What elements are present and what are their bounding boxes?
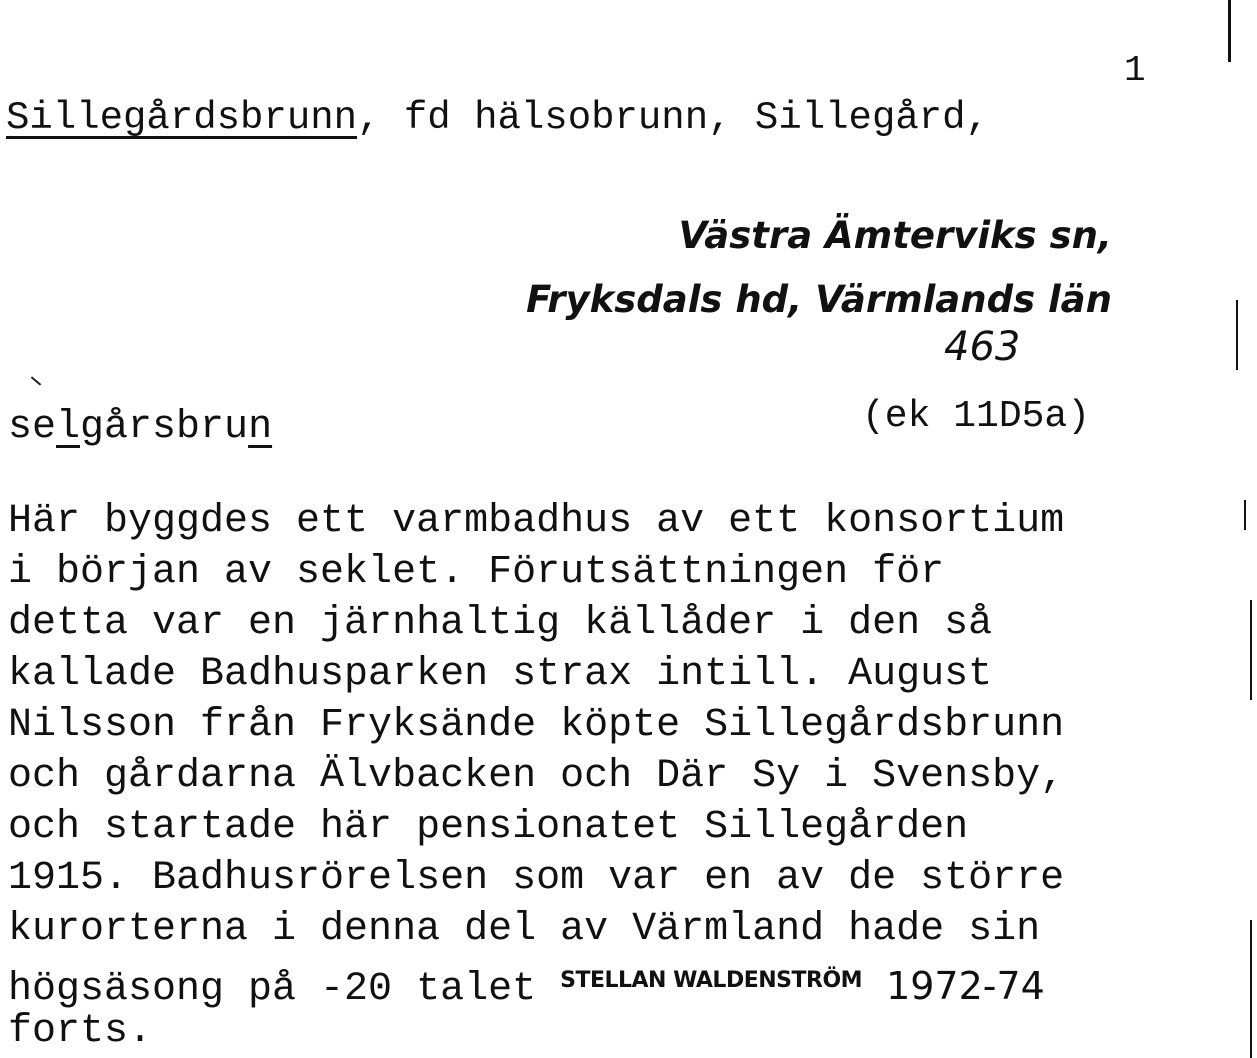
place-name: Sillegårdsbrunn <box>6 96 358 140</box>
title-line <box>6 96 989 140</box>
body-line <box>8 955 1223 1012</box>
body-line: detta var en järnhaltig källåder i den så <box>8 601 993 646</box>
author-years: 1972-74 <box>886 964 1045 1008</box>
edge-mark <box>1228 0 1231 62</box>
body-line: Nilsson från Fryksände köpte Sillegårdsbrunn <box>8 703 1065 748</box>
body-line: kurorterna i denna del av Värmland hade sin <box>8 907 1041 952</box>
pronunciation-part-3: gårsbru <box>80 405 249 450</box>
pronunciation-part-1: se <box>8 405 57 450</box>
body-line: kallade Badhusparken strax intill. August <box>8 652 993 697</box>
edge-mark <box>1250 920 1252 1058</box>
body-line: och startade här pensionatet Sillegården <box>8 805 969 850</box>
location-line-2: Fryksdals hd, Värmlands län <box>526 278 1112 321</box>
pronunciation-part-4: n <box>248 405 273 450</box>
place-description: , fd hälsobrunn, Sillegård, <box>357 96 989 140</box>
location-line-1: Västra Ämterviks sn, <box>678 214 1112 257</box>
edge-mark <box>1244 500 1246 530</box>
page-number: 1 <box>1124 50 1146 91</box>
body-last-text: högsäsong på -20 talet <box>8 967 537 1012</box>
pronunciation-part-2: l <box>56 405 81 450</box>
edge-mark <box>1250 600 1252 700</box>
author-stamp: STELLAN WALDENSTRÖM <box>560 968 863 993</box>
body-line: 1915. Badhusrörelsen som var en av de större <box>8 856 1065 901</box>
continued-marker: forts. <box>8 1009 153 1054</box>
pronunciation <box>8 405 272 450</box>
body-line: och gårdarna Älvbacken och Där Sy i Svensby, <box>8 754 1065 799</box>
body-line: i början av seklet. Förutsättningen för <box>8 550 945 595</box>
map-reference: (ek 11D5a) <box>862 395 1091 438</box>
body-text <box>8 496 1223 1057</box>
edge-mark <box>1236 300 1238 370</box>
accent-mark <box>31 376 41 385</box>
handwritten-number: 463 <box>944 324 1021 370</box>
body-line: Här byggdes ett varmbadhus av ett konsortium <box>8 499 1065 544</box>
